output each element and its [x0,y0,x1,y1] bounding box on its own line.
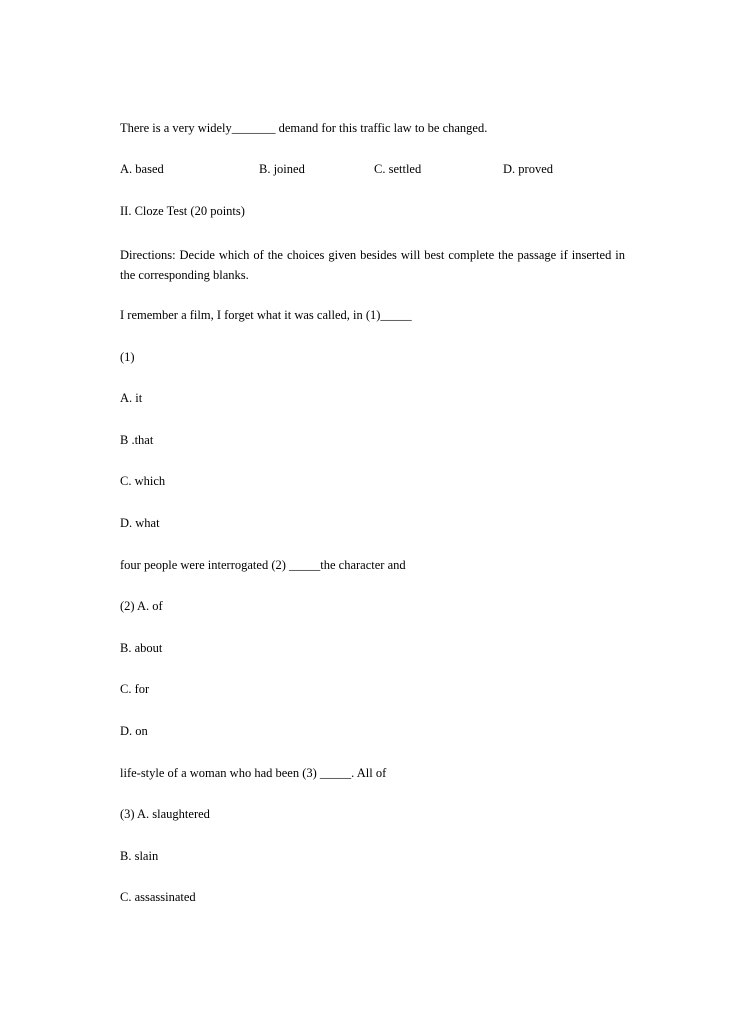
option-c: C. settled [374,162,422,176]
question-stem: There is a very widely_______ demand for this traffic law to be changed. [120,121,488,135]
option-d: D. proved [503,162,553,176]
blank-1-option-d: D. what [120,516,160,530]
blank-3-option-b: B. slain [120,849,159,863]
directions-paragraph: Directions: Decide which of the choices given besides will best complete the passage if inserted in the corresponding blanks. [120,248,625,282]
blank-3-option-a: (3) A. slaughtered [120,807,210,821]
blank-2-option-c: C. for [120,682,150,696]
blank-2-option-a: (2) A. of [120,599,163,613]
blank-2-option-d: D. on [120,724,148,738]
blank-1-label: (1) [120,350,135,364]
blank-1-option-b: B .that [120,433,154,447]
passage-line-3: life-style of a woman who had been (3) _____. All of [120,766,387,780]
blank-1-option-a: A. it [120,391,143,405]
blank-1-option-c: C. which [120,474,166,488]
blank-2-option-b: B. about [120,641,163,655]
question-options [0,161,744,177]
passage-line-2: four people were interrogated (2) _____the character and [120,558,406,572]
passage-line-1: I remember a film, I forget what it was called, in (1)_____ [120,308,412,322]
section-heading: II. Cloze Test (20 points) [120,204,245,218]
blank-3-option-c: C. assassinated [120,890,196,904]
option-a: A. based [120,162,164,176]
option-b: B. joined [259,162,305,176]
